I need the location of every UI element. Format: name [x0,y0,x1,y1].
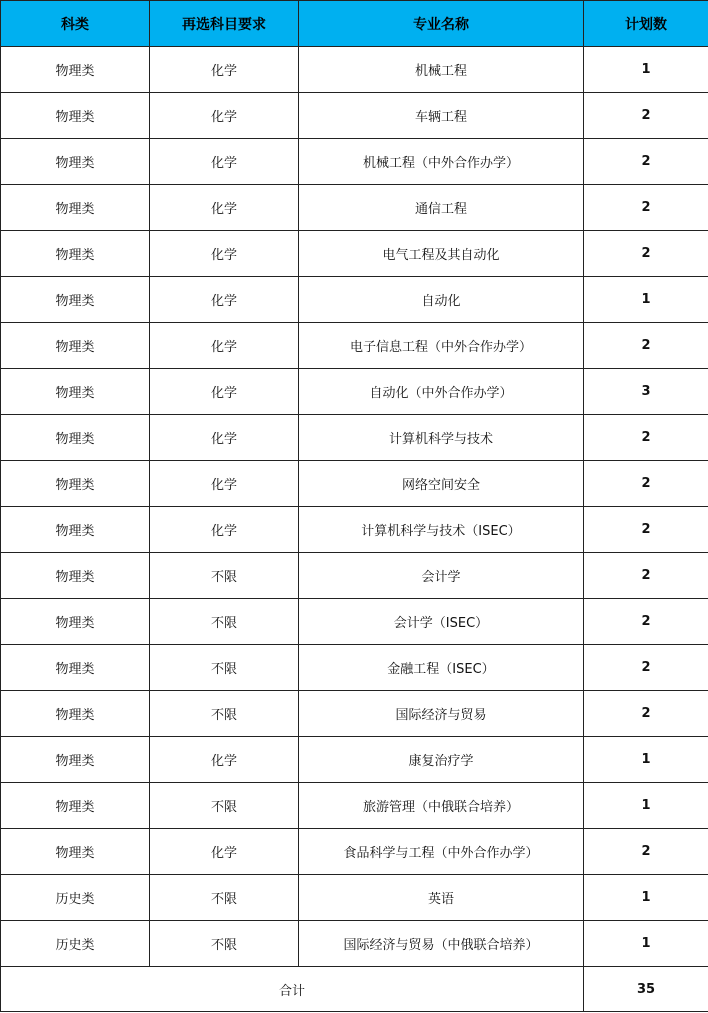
cell-subject-requirement: 化学 [150,415,299,461]
cell-subject-requirement: 不限 [150,553,299,599]
cell-category: 物理类 [1,369,150,415]
cell-plan-count: 2 [584,829,708,875]
table-row [1,139,708,185]
table-row [1,461,708,507]
cell-major-name: 自动化（中外合作办学） [299,369,584,415]
cell-plan-count: 2 [584,691,708,737]
cell-category: 物理类 [1,507,150,553]
cell-plan-count: 1 [584,875,708,921]
cell-major-name: 电子信息工程（中外合作办学） [299,323,584,369]
cell-major-name: 康复治疗学 [299,737,584,783]
table-row [1,737,708,783]
cell-plan-count: 2 [584,599,708,645]
cell-major-name: 英语 [299,875,584,921]
total-row [1,967,708,1012]
cell-subject-requirement: 不限 [150,921,299,967]
table-row [1,323,708,369]
cell-plan-count: 2 [584,553,708,599]
cell-category: 物理类 [1,277,150,323]
table-row [1,231,708,277]
cell-plan-count: 2 [584,93,708,139]
cell-plan-count: 2 [584,507,708,553]
cell-major-name: 通信工程 [299,185,584,231]
table-row [1,185,708,231]
cell-category: 物理类 [1,139,150,185]
cell-subject-requirement: 化学 [150,829,299,875]
cell-plan-count: 1 [584,277,708,323]
cell-plan-count: 1 [584,921,708,967]
cell-category: 物理类 [1,47,150,93]
cell-plan-count: 1 [584,737,708,783]
cell-plan-count: 1 [584,47,708,93]
cell-plan-count: 2 [584,323,708,369]
cell-major-name: 会计学（ISEC） [299,599,584,645]
cell-subject-requirement: 不限 [150,645,299,691]
cell-category: 物理类 [1,415,150,461]
cell-category: 物理类 [1,93,150,139]
table-row [1,921,708,967]
cell-category: 历史类 [1,921,150,967]
cell-major-name: 食品科学与工程（中外合作办学） [299,829,584,875]
table-row [1,553,708,599]
cell-major-name: 机械工程 [299,47,584,93]
cell-category: 物理类 [1,737,150,783]
table-row [1,369,708,415]
cell-plan-count: 1 [584,783,708,829]
table-row [1,599,708,645]
header-major-name: 专业名称 [299,1,584,47]
cell-major-name: 计算机科学与技术 [299,415,584,461]
header-subject-requirement: 再选科目要求 [150,1,299,47]
table-row [1,829,708,875]
cell-subject-requirement: 化学 [150,277,299,323]
total-value: 35 [584,967,708,1012]
table-row [1,691,708,737]
table-header-row [1,1,708,47]
header-plan-count: 计划数 [584,1,708,47]
cell-subject-requirement: 化学 [150,369,299,415]
cell-plan-count: 2 [584,185,708,231]
cell-category: 物理类 [1,461,150,507]
cell-plan-count: 2 [584,645,708,691]
cell-subject-requirement: 化学 [150,185,299,231]
cell-subject-requirement: 不限 [150,691,299,737]
table-row [1,277,708,323]
cell-category: 物理类 [1,553,150,599]
cell-major-name: 电气工程及其自动化 [299,231,584,277]
cell-plan-count: 3 [584,369,708,415]
cell-major-name: 机械工程（中外合作办学） [299,139,584,185]
cell-subject-requirement: 化学 [150,737,299,783]
cell-subject-requirement: 不限 [150,875,299,921]
cell-plan-count: 2 [584,231,708,277]
cell-plan-count: 2 [584,461,708,507]
cell-major-name: 自动化 [299,277,584,323]
cell-major-name: 金融工程（ISEC） [299,645,584,691]
cell-category: 物理类 [1,231,150,277]
cell-plan-count: 2 [584,415,708,461]
cell-subject-requirement: 化学 [150,231,299,277]
cell-category: 历史类 [1,875,150,921]
cell-subject-requirement: 化学 [150,47,299,93]
cell-major-name: 旅游管理（中俄联合培养） [299,783,584,829]
cell-subject-requirement: 化学 [150,139,299,185]
cell-category: 物理类 [1,599,150,645]
cell-subject-requirement: 不限 [150,599,299,645]
cell-category: 物理类 [1,783,150,829]
table-row [1,783,708,829]
cell-major-name: 国际经济与贸易（中俄联合培养） [299,921,584,967]
table-row [1,93,708,139]
cell-category: 物理类 [1,185,150,231]
cell-major-name: 车辆工程 [299,93,584,139]
table-row [1,47,708,93]
cell-subject-requirement: 化学 [150,507,299,553]
cell-category: 物理类 [1,323,150,369]
header-category: 科类 [1,1,150,47]
cell-subject-requirement: 不限 [150,783,299,829]
table-row [1,875,708,921]
cell-major-name: 国际经济与贸易 [299,691,584,737]
cell-plan-count: 2 [584,139,708,185]
cell-major-name: 网络空间安全 [299,461,584,507]
cell-category: 物理类 [1,829,150,875]
table-row [1,645,708,691]
cell-subject-requirement: 化学 [150,461,299,507]
table-row [1,415,708,461]
cell-subject-requirement: 化学 [150,323,299,369]
cell-major-name: 计算机科学与技术（ISEC） [299,507,584,553]
cell-category: 物理类 [1,691,150,737]
total-label: 合计 [1,967,584,1012]
cell-subject-requirement: 化学 [150,93,299,139]
cell-category: 物理类 [1,645,150,691]
table-row [1,507,708,553]
cell-major-name: 会计学 [299,553,584,599]
